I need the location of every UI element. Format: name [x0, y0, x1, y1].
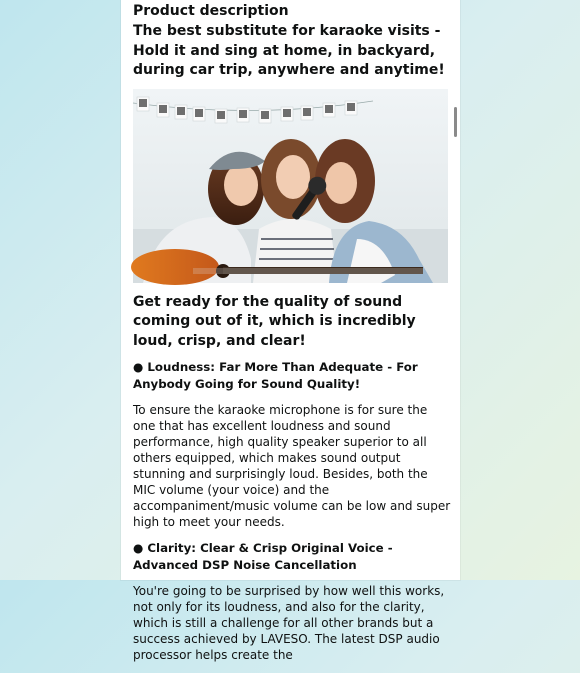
subheadline: Get ready for the quality of sound coming out of it, which is incredibly loud, crisp, and clear! [133, 293, 416, 349]
headline: The best substitute for karaoke visits - Hold it and sing at home, in backyard, during car trip, anywhere and anytime! [133, 23, 445, 78]
bullet-body-clarity: You're going to be surprised by how well this works, not only for its loudness, and also for the clarity, which is still a challenge for all other brands but a success achieved by LAVESO. The latest DSP audio processor helps create the [133, 584, 445, 662]
scrollbar-thumb[interactable] [454, 107, 457, 137]
bullet-title-loudness: ● Loudness: Far More Than Adequate - For Anybody Going for Sound Quality! [133, 360, 418, 391]
section-title: Product description [133, 3, 289, 19]
product-description-panel [121, 0, 460, 662]
bullet-body-loudness: To ensure the karaoke microphone is for sure the one that has excellent loudness and sound performance, high quality speaker superior to all others equipped, which makes sound output stunning and surprisingly loud. Besides, both the MIC volume (your voice) and the accompaniment/music volume can be low and super high to meet your needs. [133, 403, 451, 529]
description-content [133, 0, 451, 673]
karaoke-photo [133, 89, 448, 283]
bullet-title-clarity: ● Clarity: Clear & Crisp Original Voice - Advanced DSP Noise Cancellation [133, 541, 393, 572]
